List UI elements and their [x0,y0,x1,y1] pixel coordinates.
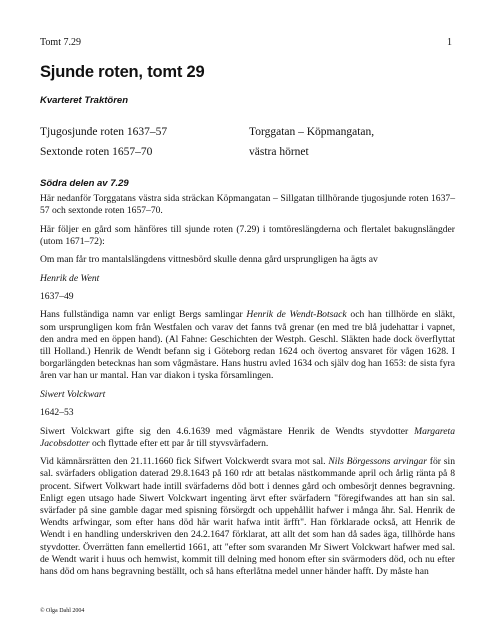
page-number: 1 [447,37,452,48]
owner-name-1-text: Henrik de Went [40,272,100,284]
rot-row1-left: Tjugosjunde roten 1637–57 [40,126,168,138]
owner-name-2-text: Siwert Volckwart [40,388,106,400]
p5-part-a: Siwert Volckwart gifte sig den 4.6.1639 med vågmästare Henrik de Wendts styvdotter [40,425,415,437]
paragraph-1: Här nedanför Torggatans västra sida sträckan Köpmangatan – Sillgatan tillhörande tjugosjunde roten 1637–57 och sextonde roten 1657–70. [40,193,455,217]
paragraph-4 [40,309,455,382]
owner-name-1 [40,273,455,285]
p6-name: Nils Börgessons arvingar [328,456,427,468]
page-subtitle: Kvarteret Traktören [40,95,129,106]
section-heading: Södra delen av 7.29 [40,178,129,189]
page-title: Sjunde roten, tomt 29 [40,63,205,81]
rot-row2-left: Sextonde roten 1657–70 [40,146,153,158]
paragraph-6 [40,456,455,578]
body-text [40,193,455,584]
owner-name-2 [40,389,455,401]
p4-name: Henrik de Wendt-Botsack [246,309,347,321]
paragraph-2: Här följer en gård som hänföres till sjunde roten (7.29) i tomtöreslängderna och flertalet bakugnslängder (utom 1671–72): [40,223,455,247]
header-title: Tomt 7.29 [40,37,81,48]
p5-name: Margareta Jacobsdotter [40,425,455,449]
running-header [40,37,452,48]
p4-part-c: och han tillhörde en släkt, som ursprungligen kom från Westfalen och varav det fanns två grenar (en med tre blå judehattar i vapnet, den andra med en öppen hand). (Al Fahne: Geschichten der Westph. Geschl. Släkten hade dock överflyttat till Holland.) Henrik de Wendt befann sig i Göteborg redan 1624 och övertog ansvaret för vågen 1628. I borgarlängden betecknas han som vågmästare. Hans hustru avled 1634 och själv dog han 1653: de sista fyra åren var han ur mantal. Han var diakon i tyska församlingen. [40,309,455,382]
owner-years-2: 1642–53 [40,407,74,419]
p4-part-a: Hans fullständiga namn var enligt Bergs samlingar [40,309,247,321]
p5-part-c: och flyttade efter ett par år till styvsvärfadern. [89,437,269,449]
paragraph-5 [40,426,455,450]
p6-part-c: för sin sal. svärfaders obligation daterad 29.8.1643 på 160 rdr att betalas nästkommande april och årlig ränta på 8 procent. Sifwert Volkwart hade intill svärfaderns död bott i dennes gård och ombesörjt dennes begravning. Enligt egen utsago hade Siwert Volckwart ingenting ärvt efter svärfadern "föregifwandes att han sin sal. svärfader på sine gamble dagar med spisning försörgdt och uppehållit hafwer i många åhr. Sal. Henrik de Wendts arfwingar, som efter hans död här warit hafwa intit ärfft". Han förklarade också, att Henrik de Wendt i en handling underskriven den 24.2.1647 förklarat, att allt det som han då sades äga, tillhörde hans styvdotter. Överrätten fann emellertid 1661, att "efter som svaranden Mr Siwert Volckwart hafwer med sal. de Wendt warit i huus och hemwist, kommit till delning med honom efter sin svärmoders död, och nu efter hans död om hans begravning beställt, och så hans efterlåtna medel unner händer hafft. Dy måste han [40,456,455,577]
owner-years-1: 1637–49 [40,290,74,302]
copyright-footer: © Olga Dahl 2004 [40,608,85,614]
rot-row1-right: Torggatan – Köpmangatan, [249,126,375,138]
rot-row2-right: västra hörnet [249,146,309,158]
paragraph-3: Om man får tro mantalslängdens vittnesbörd skulle denna gård ursprungligen ha ägts av [40,254,378,266]
p6-part-a: Vid kämnärsrätten den 21.11.1660 fick Sifwert Volckwerdt svara mot sal. [40,456,329,468]
